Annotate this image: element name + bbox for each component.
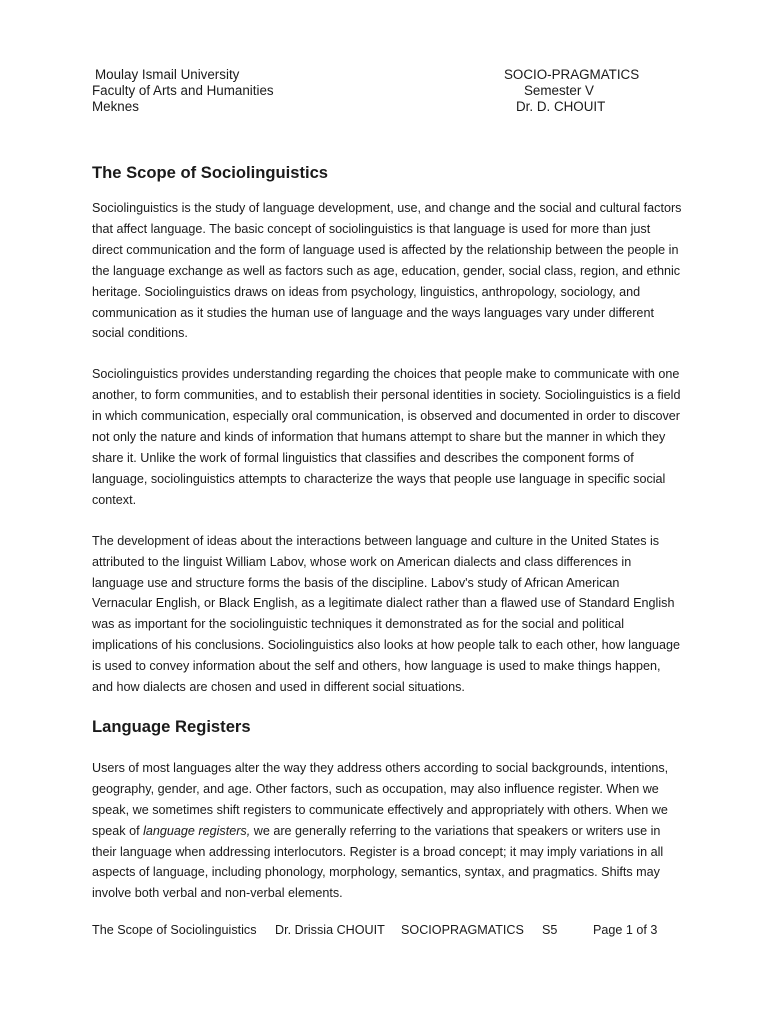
header-instructor: Dr. D. CHOUIT (516, 99, 606, 114)
paragraph-text: we are generally referring to the variations that speakers or writers use in their language when addressing interlocutors. Register is a broad concept; it may imply variations in all aspects of language, including phonology, morphology, semantics, syntax, and pragmatics. Shifts may involve both verbal and non-verbal elements. (92, 823, 664, 901)
paragraph: Sociolinguistics is the study of language development, use, and change and the social and cultural factors that affect language. The basic concept of sociolinguistics is that language is used for more than just direct communication and the form of language used is affected by the relationship between the people in the language exchange as well as factors such as age, education, gender, social class, region, and ethnic heritage. Sociolinguistics draws on ideas from psychology, linguistics, anthropology, sociology, and communication as it studies the human use of language and the ways languages vary under different social conditions. (92, 201, 682, 341)
header-course: SOCIO-PRAGMATICS (504, 67, 640, 82)
header-semester: Semester V (524, 83, 594, 98)
footer-semester: S5 (542, 923, 558, 937)
page-footer (92, 921, 682, 939)
header-institution (92, 67, 274, 115)
footer-title: The Scope of Sociolinguistics (92, 923, 257, 937)
footer-page-number: Page 1 of 3 (593, 923, 658, 937)
header-faculty: Faculty of Arts and Humanities (92, 83, 274, 98)
paragraph: The development of ideas about the interactions between language and culture in the United States is attributed to the linguist William Labov, whose work on American dialects and class differences in language use and structure forms the basis of the discipline. Labov's study of African American Vernacular English, or Black English, as a legitimate dialect rather than a flawed use of Standard English was as important for the sociolinguistic techniques it demonstrated as for the social and political implications of his conclusions. Sociolinguistics also looks at how people talk to each other, how language is used to convey information about the self and others, how language is used to make things happen, and how dialects are chosen and used in different social situations. (92, 533, 681, 695)
header-university: Moulay Ismail University (95, 67, 240, 82)
paragraph-text: Users of most languages alter the way they address others according to social backgrounds, intentions, geography, gender, and age. Other factors, such as occupation, may also influence register. When we speak, we sometimes shift registers to communicate effectively and appropriately with others. When we speak of (92, 760, 669, 838)
section-heading-registers: Language Registers (92, 716, 251, 736)
document-body (92, 160, 682, 904)
paragraph: Sociolinguistics provides understanding regarding the choices that people make to communicate with one another, to form communities, and to establish their personal identities in society. Sociolinguistics is a field in which communication, especially oral communication, is observed and documented in order to discover not only the nature and kinds of information that humans attempt to share but the manner in which they share it. Unlike the work of formal linguistics that classifies and describes the component forms of language, sociolinguistics attempts to characterize the ways that people use language in specific social context. (92, 367, 681, 507)
italic-term: language registers, (143, 823, 251, 838)
paragraph (92, 758, 682, 904)
footer-course: SOCIOPRAGMATICS (401, 923, 524, 937)
header-course-info (504, 67, 664, 115)
footer-author: Dr. Drissia CHOUIT (275, 923, 385, 937)
section-heading-scope: The Scope of Sociolinguistics (92, 163, 329, 182)
header-city: Meknes (92, 99, 139, 114)
